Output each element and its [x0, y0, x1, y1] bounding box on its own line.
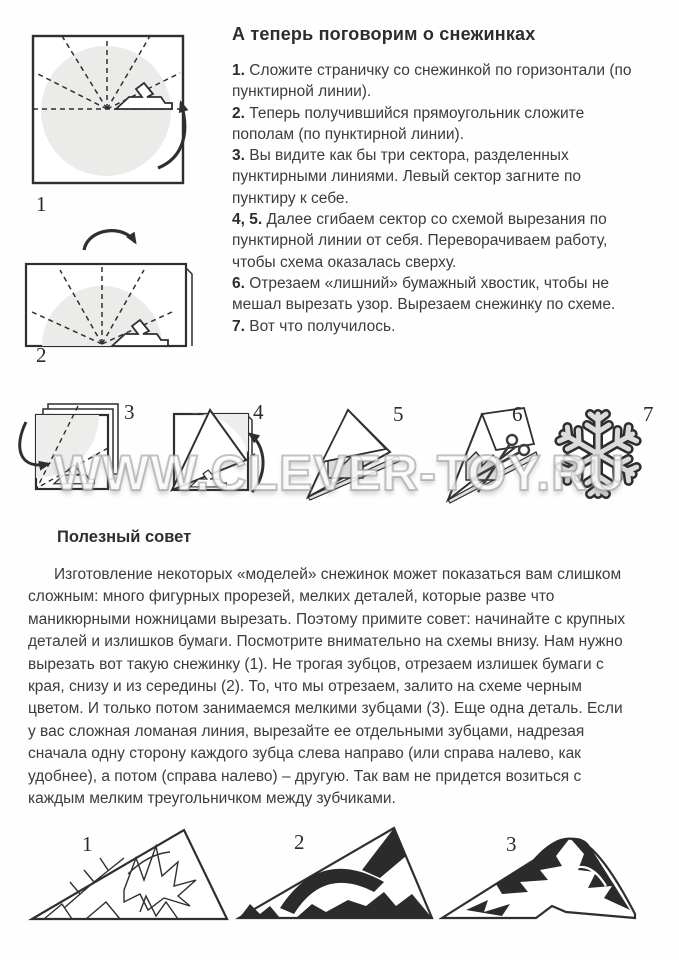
- diagram-fold-step-2: [20, 220, 210, 352]
- step-3-label: 3: [124, 400, 135, 424]
- diagram-fold-step-6: [436, 400, 548, 508]
- figure-2-label: 2: [36, 343, 47, 367]
- paper-circle: [41, 46, 171, 176]
- step-6-label: 6: [512, 402, 523, 426]
- instruction-item: 2. Теперь получившийся прямоугольник сложите пополам (по пунктирной линии).: [232, 104, 585, 143]
- instruction-item: 7. Вот что получилось.: [232, 317, 396, 335]
- example-snowflake-scheme-1: [28, 824, 233, 924]
- example-2-label: 2: [294, 830, 305, 854]
- tip-heading: Полезный совет: [57, 528, 192, 546]
- page-title: А теперь поговорим о снежинках: [232, 24, 536, 44]
- diagram-fold-step-1: [28, 33, 208, 193]
- instruction-item: 4, 5. Далее сгибаем сектор со схемой вырезания по пунктирной линии от себя. Переворачиваем работу, чтобы схема оказалась сверху.: [232, 211, 608, 271]
- tip-body: Изготовление некоторых «моделей» снежинок может показаться вам слишком сложным: много фигурных прорезей, мелких деталей, которые разве что маникюрными ножницами вырезать. Поэтому примите совет: начинайте с крупных деталей и излишков бумаги. Посмотрите внимательно на схемы внизу. Нам нужно вырезать вот такую снежинку (1). Не трогая зубцов, отрезаем излишек бумаги с края, снизу и из середины (2). То, что мы отрезаем, залито на схеме черным цветом. И только потом занимаемся мелкими зубцами (3). Еще одна деталь. Если у вас сложная ломаная линия, вырезайте ее отдельными зубцами, надрезая сначала одну сторону каждого зубца слева направо (или справа налево, как удобнее), а потом (справа налево) – другую. Так вам не придется возиться с каждым мелким треугольничком между зубчиками.: [28, 566, 626, 808]
- diagram-fold-step-5: [300, 400, 405, 508]
- example-1-label: 1: [82, 832, 93, 856]
- snowflake-icon: [548, 404, 648, 504]
- watermark: WWW.CLEVER-TOY.RU: [53, 445, 626, 501]
- instruction-item: 1. Сложите страничку со снежинкой по горизонтали (по пунктирной линии).: [232, 62, 632, 101]
- instruction-list: [232, 60, 634, 337]
- diagram-fold-step-3: [14, 398, 126, 510]
- step-7-label: 7: [643, 402, 654, 426]
- figure-1-label: 1: [36, 192, 47, 216]
- instruction-item: 6. Отрезаем «лишний» бумажный хвостик, чтобы не мешал вырезать узор. Вырезаем снежинку по схеме.: [232, 274, 616, 314]
- step-4-label: 4: [253, 400, 264, 424]
- step-5-label: 5: [393, 402, 404, 426]
- instruction-item: 3. Вы видите как бы три сектора, разделенных пунктирными линиями. Левый сектор загните по пунктиру к себе.: [232, 147, 581, 207]
- fold-arrow: [84, 231, 135, 250]
- example-3-label: 3: [506, 832, 517, 856]
- example-snowflake-scheme-2: [236, 822, 441, 924]
- example-snowflake-scheme-3: [436, 822, 646, 924]
